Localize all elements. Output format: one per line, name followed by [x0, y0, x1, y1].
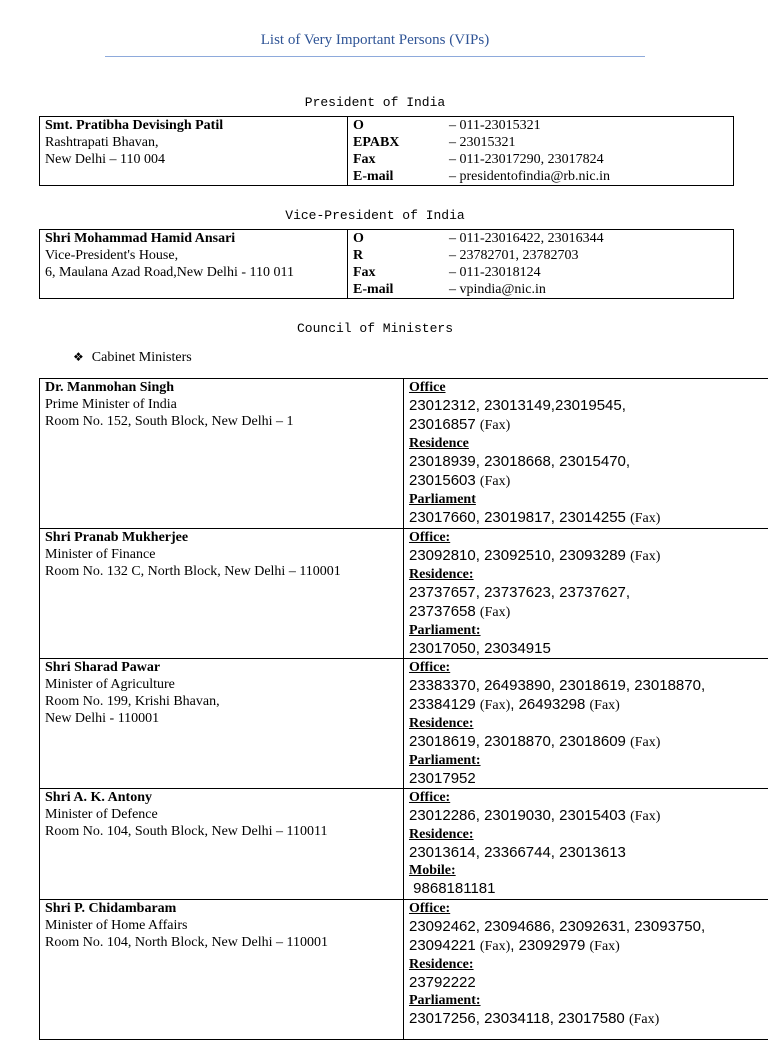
minister-info-cell — [40, 379, 404, 529]
vicepresident-info-cell — [40, 230, 348, 299]
minister-contact-cell — [404, 659, 768, 789]
contact-key: E-mail — [348, 281, 445, 299]
fax-suffix: (Fax) — [480, 605, 510, 620]
parliament-label: Parliament: — [409, 622, 768, 639]
fax-suffix: (Fax) — [480, 418, 510, 433]
contact-key: Fax — [348, 151, 445, 168]
mobile-label: Mobile: — [409, 862, 768, 879]
contact-email: – presidentofindia@rb.nic.in — [444, 168, 734, 186]
minister-line: Room No. 152, South Block, New Delhi – 1 — [45, 413, 398, 430]
minister-line: New Delhi - 110001 — [45, 710, 398, 727]
fax-suffix: (Fax) — [590, 698, 620, 713]
minister-contact-cell — [404, 529, 768, 659]
minister-line: Minister of Home Affairs — [45, 917, 398, 934]
contact-value: – 011-23018124 — [444, 264, 734, 281]
vicepresident-heading: Vice-President of India — [0, 208, 750, 223]
phone-line: 23092810, 23092510, 23093289 (Fax) — [409, 546, 768, 566]
fax-suffix: (Fax) — [590, 939, 620, 954]
fax-suffix: (Fax) — [480, 474, 510, 489]
minister-contact-cell — [404, 379, 768, 529]
table-row — [40, 789, 768, 900]
president-address-line: Rashtrapati Bhavan, — [45, 134, 342, 151]
office-label: Office: — [409, 789, 768, 806]
title-underline — [105, 56, 645, 57]
contact-key: EPABX — [348, 134, 445, 151]
phone-line: 23384129 (Fax), 26493298 (Fax) — [409, 695, 768, 715]
minister-info-cell — [40, 789, 404, 900]
contact-key: O — [348, 117, 445, 135]
president-info-cell — [40, 117, 348, 186]
minister-contact-cell — [404, 900, 768, 1040]
phone-line: 23383370, 26493890, 23018619, 23018870, — [409, 676, 768, 695]
phone-line: 23018619, 23018870, 23018609 (Fax) — [409, 732, 768, 752]
residence-label: Residence: — [409, 956, 768, 973]
minister-info-cell — [40, 659, 404, 789]
minister-name: Shri P. Chidambaram — [45, 900, 398, 917]
fax-suffix: (Fax) — [480, 698, 510, 713]
vicepresident-address-line: Vice-President's House, — [45, 247, 342, 264]
minister-name: Shri Pranab Mukherjee — [45, 529, 398, 546]
phone-line: 23012312, 23013149,23019545, — [409, 396, 768, 415]
president-table — [39, 116, 734, 186]
parliament-label: Parliament: — [409, 992, 768, 1009]
residence-label: Residence: — [409, 715, 768, 732]
table-row — [40, 529, 768, 659]
phone-line: 23013614, 23366744, 23013613 — [409, 843, 768, 862]
document-title: List of Very Important Persons (VIPs) — [0, 32, 750, 49]
phone-line: 23792222 — [409, 973, 768, 992]
residence-label: Residence: — [409, 566, 768, 583]
residence-label: Residence — [409, 435, 768, 452]
table-row — [40, 900, 768, 1040]
fax-suffix: (Fax) — [630, 549, 660, 564]
diamond-bullet-icon: ❖ — [73, 350, 84, 364]
parliament-label: Parliament: — [409, 752, 768, 769]
phone-line: 23737658 (Fax) — [409, 602, 768, 622]
phone-line: 23017660, 23019817, 23014255 (Fax) — [409, 508, 768, 528]
minister-line: Minister of Defence — [45, 806, 398, 823]
phone-line: 23012286, 23019030, 23015403 (Fax) — [409, 806, 768, 826]
fax-suffix: (Fax) — [480, 939, 510, 954]
minister-name: Shri A. K. Antony — [45, 789, 398, 806]
minister-name: Shri Sharad Pawar — [45, 659, 398, 676]
fax-suffix: (Fax) — [630, 735, 660, 750]
contact-key: R — [348, 247, 445, 264]
president-heading: President of India — [0, 95, 750, 110]
minister-line: Room No. 199, Krishi Bhavan, — [45, 693, 398, 710]
fax-suffix: (Fax) — [630, 511, 660, 526]
president-name: Smt. Pratibha Devisingh Patil — [45, 117, 342, 134]
contact-value: – 011-23017290, 23017824 — [444, 151, 734, 168]
phone-line: 23018939, 23018668, 23015470, — [409, 452, 768, 471]
minister-line: Room No. 132 C, North Block, New Delhi – 110001 — [45, 563, 398, 580]
phone-line: 23017256, 23034118, 23017580 (Fax) — [409, 1009, 768, 1029]
office-label: Office — [409, 379, 768, 396]
minister-info-cell — [40, 900, 404, 1040]
cabinet-subheading — [73, 350, 192, 366]
minister-line: Room No. 104, South Block, New Delhi – 110011 — [45, 823, 398, 840]
contact-value: – 011-23016422, 23016344 — [444, 230, 734, 248]
ministers-table — [39, 378, 768, 1040]
vicepresident-name: Shri Mohammad Hamid Ansari — [45, 230, 342, 247]
office-label: Office: — [409, 659, 768, 676]
contact-value: – 23015321 — [444, 134, 734, 151]
parliament-label: Parliament — [409, 491, 768, 508]
council-heading: Council of Ministers — [0, 321, 750, 336]
minister-info-cell — [40, 529, 404, 659]
phone-line: 23737657, 23737623, 23737627, — [409, 583, 768, 602]
vicepresident-address-line: 6, Maulana Azad Road,New Delhi - 110 011 — [45, 264, 342, 281]
table-row — [40, 659, 768, 789]
minister-name: Dr. Manmohan Singh — [45, 379, 398, 396]
minister-contact-cell — [404, 789, 768, 900]
contact-value: – 011-23015321 — [444, 117, 734, 135]
minister-line: Minister of Agriculture — [45, 676, 398, 693]
contact-value: – 23782701, 23782703 — [444, 247, 734, 264]
office-label: Office: — [409, 529, 768, 546]
minister-line: Room No. 104, North Block, New Delhi – 110001 — [45, 934, 398, 951]
contact-email: – vpindia@nic.in — [444, 281, 734, 299]
minister-line: Prime Minister of India — [45, 396, 398, 413]
office-label: Office: — [409, 900, 768, 917]
phone-line: 9868181181 — [409, 879, 768, 898]
residence-label: Residence: — [409, 826, 768, 843]
phone-line: 23094221 (Fax), 23092979 (Fax) — [409, 936, 768, 956]
vicepresident-table — [39, 229, 734, 299]
phone-line: 23015603 (Fax) — [409, 471, 768, 491]
phone-line: 23016857 (Fax) — [409, 415, 768, 435]
contact-key: Fax — [348, 264, 445, 281]
fax-suffix: (Fax) — [630, 809, 660, 824]
fax-suffix: (Fax) — [629, 1012, 659, 1027]
president-address-line: New Delhi – 110 004 — [45, 151, 342, 168]
contact-key: O — [348, 230, 445, 248]
table-row — [40, 379, 768, 529]
contact-key: E-mail — [348, 168, 445, 186]
minister-line: Minister of Finance — [45, 546, 398, 563]
cabinet-subheading-label: Cabinet Ministers — [92, 350, 192, 365]
phone-line: 23092462, 23094686, 23092631, 23093750, — [409, 917, 768, 936]
phone-line: 23017050, 23034915 — [409, 639, 768, 658]
phone-line: 23017952 — [409, 769, 768, 788]
